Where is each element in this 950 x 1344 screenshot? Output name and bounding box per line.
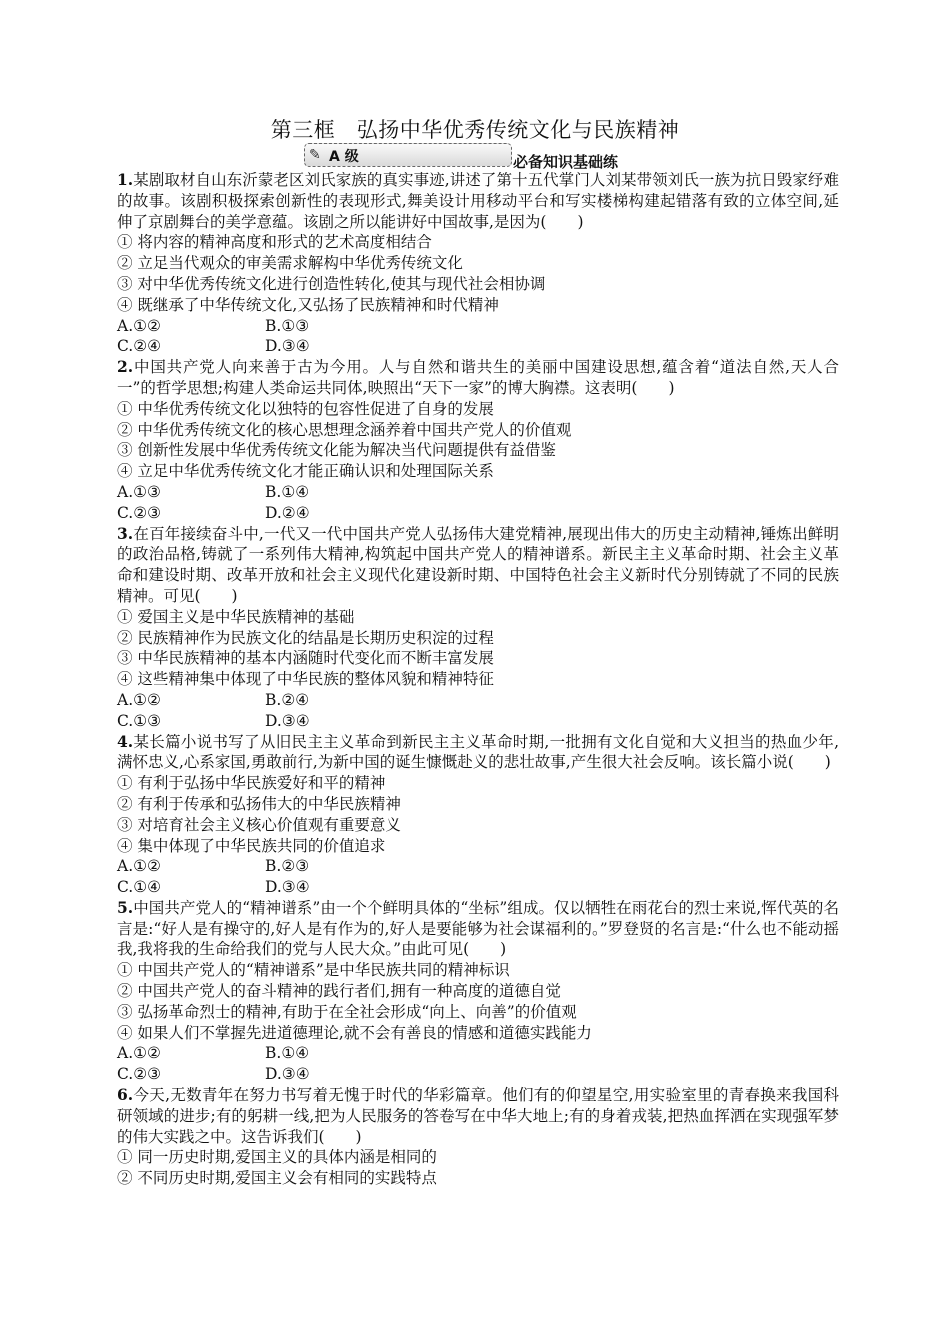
question-stem <box>117 524 839 607</box>
question-text: 某剧取材自山东沂蒙老区刘氏家族的真实事迹,讲述了第十五代掌门人刘某带领刘氏一族为抗日毁家纾难的故事。该剧积极探索创新性的表现形式,舞美设计用移动平台和写实楼梯构建起错落有致的立体空间,延伸了京剧舞台的美学意蕴。该剧之所以能讲好中国故事,是因为( ) <box>117 171 839 231</box>
statement-option: ② 中国共产党人的奋斗精神的践行者们,拥有一种高度的道德自觉 <box>117 982 561 1001</box>
page-title: 第三框 弘扬中华优秀传统文化与民族精神 <box>270 118 680 142</box>
answer-choice: D.③④ <box>265 878 310 897</box>
answer-choice: B.①④ <box>265 1044 310 1063</box>
question-6 <box>117 1085 839 1189</box>
statement-option: ② 立足当代观众的审美需求解构中华优秀传统文化 <box>117 254 463 273</box>
answer-choice: D.③④ <box>265 1065 310 1084</box>
statement-option: ④ 如果人们不掌握先进道德理论,就不会有善良的情感和道德实践能力 <box>117 1023 592 1042</box>
level-banner <box>304 143 512 167</box>
level-label: A 级 <box>329 149 359 165</box>
statement-option: ① 有利于弘扬中华民族爱好和平的精神 <box>117 774 386 793</box>
answer-choice: C.②③ <box>117 503 162 522</box>
statement-option: ② 中华优秀传统文化的核心思想理念涵养着中国共产党人的价值观 <box>117 420 572 439</box>
question-stem <box>117 732 839 774</box>
statement-option: ③ 对中华优秀传统文化进行创造性转化,使其与现代社会相协调 <box>117 274 546 293</box>
question-text: 某长篇小说书写了从旧民主主义革命到新民主主义革命时期,一批拥有文化自觉和大义担当的热血少年,满怀忠义,心系家国,勇敢前行,为新中国的诞生慷慨赴义的悲壮故事,产生很大社会反响。该长篇小说( ) <box>117 732 839 772</box>
pencil-icon: ✎ <box>309 147 321 163</box>
answer-choice: C.①④ <box>117 878 162 897</box>
question-stem <box>117 170 839 232</box>
question-stem <box>117 357 839 399</box>
question-2 <box>117 357 839 523</box>
statement-option: ③ 弘扬革命烈士的精神,有助于在全社会形成“向上、向善”的价值观 <box>117 1002 577 1021</box>
statement-option: ③ 中华民族精神的基本内涵随时代变化而不断丰富发展 <box>117 649 494 668</box>
question-number: 4. <box>117 731 134 751</box>
statement-option: ④ 既继承了中华传统文化,又弘扬了民族精神和时代精神 <box>117 295 499 314</box>
answer-choices <box>117 316 839 358</box>
question-4 <box>117 732 839 898</box>
answer-choice: C.②③ <box>117 1065 162 1084</box>
answer-choices <box>117 690 839 732</box>
answer-choice: B.①④ <box>265 482 310 501</box>
answer-choice: B.①③ <box>265 316 310 335</box>
question-3 <box>117 524 839 732</box>
statement-option: ② 民族精神作为民族文化的结晶是长期历史积淀的过程 <box>117 628 494 647</box>
statement-option: ④ 集中体现了中华民族共同的价值追求 <box>117 836 386 855</box>
statement-option: ① 爱国主义是中华民族精神的基础 <box>117 607 355 626</box>
answer-choice: D.③④ <box>265 711 310 730</box>
statement-option: ① 中国共产党人的“精神谱系”是中华民族共同的精神标识 <box>117 961 510 980</box>
statement-option: ① 将内容的精神高度和形式的艺术高度相结合 <box>117 233 432 252</box>
answer-choice: A.①② <box>117 690 161 709</box>
statement-option: ④ 立足中华优秀传统文化才能正确认识和处理国际关系 <box>117 462 494 481</box>
answer-choice: B.②④ <box>265 690 310 709</box>
question-text: 中国共产党人向来善于古为今用。人与自然和谐共生的美丽中国建设思想,蕴含着“道法自然,天人合一”的哲学思想;构建人类命运共同体,映照出“天下一家”的博大胸襟。这表明( ) <box>117 358 839 397</box>
statement-option: ② 有利于传承和弘扬伟大的中华民族精神 <box>117 794 401 813</box>
question-5 <box>117 898 839 1085</box>
answer-choice: A.①② <box>117 1044 161 1063</box>
answer-choice: C.②④ <box>117 337 162 356</box>
question-number: 2. <box>117 357 134 377</box>
question-text: 中国共产党人的“精神谱系”由一个个鲜明具体的“坐标”组成。仅以牺牲在雨花台的烈士来说,恽代英的名言是:“好人是有操守的,好人是有作为的,好人是要能够为社会谋福利的。”罗登贤的名言是:“什么也不能动摇我,我将我的生命给我们的党与人民大众。”由此可见( ) <box>117 898 839 959</box>
question-number: 1. <box>117 170 134 189</box>
answer-choice: D.②④ <box>265 503 310 522</box>
question-number: 3. <box>117 523 134 543</box>
statement-option: ① 中华优秀传统文化以独特的包容性促进了自身的发展 <box>117 399 494 418</box>
question-text: 今天,无数青年在努力书写着无愧于时代的华彩篇章。他们有的仰望星空,用实验室里的青春换来我国科研领域的进步;有的躬耕一线,把为人民服务的答卷写在中华大地上;有的身着戎装,把热血挥洒在实现强军梦的伟大实践之中。这告诉我们( ) <box>117 1086 839 1146</box>
question-stem <box>117 1085 839 1147</box>
question-list <box>117 170 839 1189</box>
statement-option: ② 不同历史时期,爱国主义会有相同的实践特点 <box>117 1169 437 1188</box>
answer-choice: B.②③ <box>265 857 310 876</box>
answer-choice: D.③④ <box>265 337 310 356</box>
question-text: 在百年接续奋斗中,一代又一代中国共产党人弘扬伟大建党精神,展现出伟大的历史主动精神,锤炼出鲜明的政治品格,铸就了一系列伟大精神,构筑起中国共产党人的精神谱系。新民主主义革命时期、社会主义革命和建设时期、改革开放和社会主义现代化建设新时期、中国特色社会主义新时代分别铸就了不同的民族精神。可见( ) <box>117 524 839 605</box>
answer-choices <box>117 482 839 524</box>
statement-option: ③ 对培育社会主义核心价值观有重要意义 <box>117 815 401 834</box>
answer-choice: A.①② <box>117 857 161 876</box>
question-stem <box>117 898 839 960</box>
level-badge <box>304 143 512 167</box>
answer-choice: C.①③ <box>117 711 162 730</box>
answer-choices <box>117 856 839 898</box>
level-subtitle: 必备知识基础练 <box>513 153 619 171</box>
question-number: 5. <box>117 897 134 917</box>
answer-choice: A.①③ <box>117 482 161 501</box>
question-number: 6. <box>117 1085 134 1105</box>
answer-choice: A.①② <box>117 316 161 335</box>
statement-option: ④ 这些精神集中体现了中华民族的整体风貌和精神特征 <box>117 670 494 689</box>
statement-option: ① 同一历史时期,爱国主义的具体内涵是相同的 <box>117 1148 437 1167</box>
statement-option: ③ 创新性发展中华优秀传统文化能为解决当代问题提供有益借鉴 <box>117 441 556 460</box>
answer-choices <box>117 1043 839 1085</box>
question-1 <box>117 170 839 357</box>
